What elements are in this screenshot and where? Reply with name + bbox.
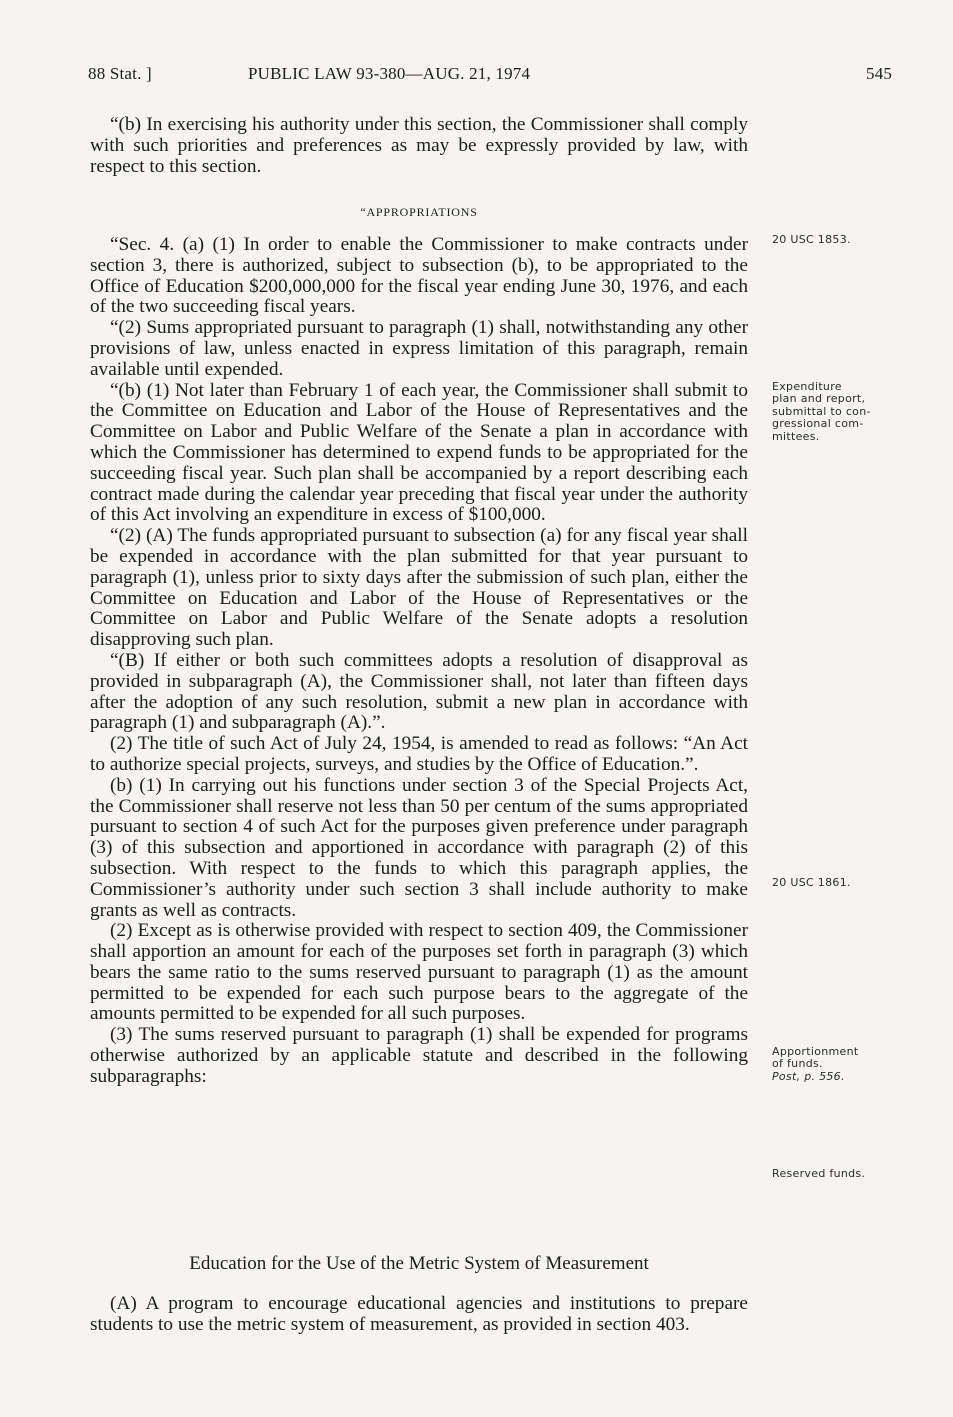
body-paragraph: “(2) Sums appropriated pursuant to paragraph (1) shall, notwithstanding any other provisions of law, unless enacted in express limitation of this paragraph, remain available until expended. <box>90 317 748 380</box>
margin-note-expenditure-plan: Expenditure plan and report, submittal to con- gressional com- mittees. <box>772 380 871 443</box>
margin-note-reserved-funds: Reserved funds. <box>772 1167 866 1180</box>
body-paragraph: (3) The sums reserved pursuant to paragraph (1) shall be expended for programs otherwise authorized by an applicable statute and described in the following subparagraphs: <box>90 1024 748 1087</box>
metric-subhead-block <box>90 1254 748 1275</box>
running-head-statute-volume: 88 Stat. ] <box>88 64 152 83</box>
body-paragraph: (2) Except as is otherwise provided with respect to section 409, the Commissioner shall apportion an amount for each of the purposes set forth in paragraph (3) which bears the same ratio to the sums reserved pursuant to paragraph (1) as the amount permitted to be expended for each such purpose bears to the aggregate of the amounts permitted to be expended for all such purposes. <box>90 920 748 1025</box>
page-number: 545 <box>866 64 893 83</box>
running-head-title: PUBLIC LAW 93-380—AUG. 21, 1974 <box>248 64 531 83</box>
body-paragraph: “Sec. 4. (a) (1) In order to enable the Commissioner to make contracts under section 3, there is authorized, subject to subsection (b), to be appropriated to the Office of Education $200,000,000 for the fiscal year ending June 30, 1976, and each of the two succeeding fiscal years. <box>90 234 748 318</box>
body-paragraph: (A) A program to encourage educational agencies and institutions to prepare students to use the metric system of measurement, as provided in section 403. <box>90 1293 748 1335</box>
body-paragraph: “(B) If either or both such committees adopts a resolution of disapproval as provided in subparagraph (A), the Commissioner shall, not later than fifteen days after the adoption of any such resolution, submit a new plan in accordance with paragraph (1) and subparagraph (A).”. <box>90 649 748 734</box>
body-paragraph: “(b) (1) Not later than February 1 of each year, the Commissioner shall submit to the Committee on Education and Labor of the House of Representatives and the Committee on Labor and Public Welfare of the Senate a plan in accordance with which the Commissioner has determined to expend funds to be appropriated for the succeeding fiscal year. Such plan shall be accompanied by a report describing each contract made during the calendar year preceding that fiscal year under the authority of this Act involving an expenditure in excess of $100,000. <box>90 379 748 526</box>
body-paragraph: (b) (1) In carrying out his functions under section 3 of the Special Projects Act, the Commissioner shall reserve not less than 50 per centum of the sums appropriated pursuant to section 4 of such Act for the purposes given preference under paragraph (3) of this subsection and apportioned in accordance with paragraph (2) of this subsection. With respect to the funds to which this paragraph applies, the Commissioner’s authority under such section 3 shall include authority to make grants as well as contracts. <box>90 774 748 921</box>
section-3b-paragraph <box>90 115 748 177</box>
body-paragraph: (2) The title of such Act of July 24, 1954, is amended to read as follows: “An Act to authorize special projects, surveys, and studies by the Office of Education.”. <box>90 733 748 775</box>
body-paragraph: “(2) (A) The funds appropriated pursuant to subsection (a) for any fiscal year shall be expended in accordance with the plan submitted for that year pursuant to paragraph (1), unless prior to sixty days after the submission of such plan, either the Committee on Education and Labor of the House of Representatives or the Committee on Labor and Public Welfare of the Senate adopts a resolution disapproving such plan. <box>90 525 748 651</box>
section-heading: “APPROPRIATIONS <box>360 205 478 219</box>
metric-program-paragraph <box>90 1294 748 1336</box>
margin-note-usc-1853: 20 USC 1853. <box>772 233 851 246</box>
margin-note-usc-1861: 20 USC 1861. <box>772 876 851 889</box>
section-4-text <box>90 235 748 1088</box>
appropriations-heading-block <box>90 202 748 223</box>
subheading: Education for the Use of the Metric System of Measurement <box>189 1253 649 1274</box>
margin-note-apportionment: Apportionment of funds. Post, p. 556. <box>772 1045 859 1083</box>
body-paragraph: “(b) In exercising his authority under this section, the Commissioner shall comply with such priorities and preferences as may be expressly provided by law, with respect to this section. <box>90 114 748 177</box>
